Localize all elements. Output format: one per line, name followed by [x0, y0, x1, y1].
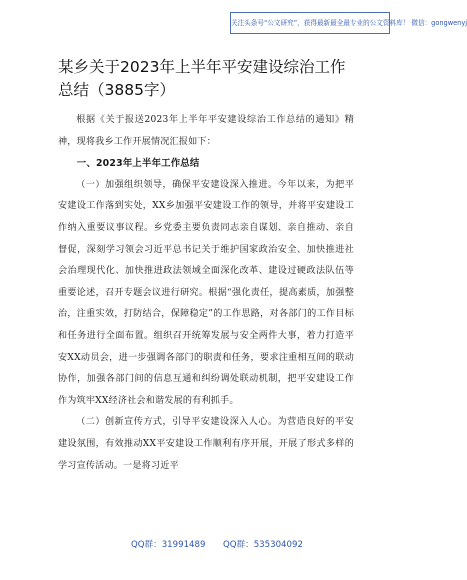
body-paragraph: （一）加强组织领导，确保平安建设深入推进。今年以来，为把平安建设工作落到实处，XX乡加强平安建设工作的领导，并将平安建设工作纳入重要议事议程。乡党委主要负责同志亲自谋划、亲自推动、亲自督促，深刻学习领会习近平总书记关于维护国家政治安全、加快推进社会治理现代化、加快推进政法领域全面深化改革、建设过硬政法队伍等重要论述，召开专题会议进行研究。根据“强化责任，提高素质，加强整治，注重实效，打防结合，保障稳定”的工作思路，对各部门的工作目标和任务进行全面布置。组织召开统筹发展与安全两件大事，着力打造平安XX动员会，进一步强调各部门的职责和任务，要求注重相互间的联动协作，加强各部门间的信息互通和纠纷调处联动机制，把平安建设工作作为筑牢XX经济社会和谐发展的有利抓手。: [58, 179, 354, 406]
section-heading: 一、2023年上半年工作总结: [76, 158, 200, 170]
header-banner: 关注头条号“公文研究”，获得最新最全最专业的公文资料库！ 微信：gongwenyj: [230, 12, 390, 34]
intro-paragraph: 根据《关于报送2023年上半年平安建设综治工作总结的通知》精神，现将我乡工作开展情况汇报如下：: [58, 115, 354, 147]
qq-group-label: QQ群：535304092: [223, 540, 303, 550]
document-body: [58, 110, 354, 477]
document-title: 某乡关于2023年上半年平安建设综治工作总结（3885字）: [58, 58, 346, 99]
qq-group-label: QQ群：31991489: [131, 540, 206, 550]
body-paragraph: （二）创新宣传方式，引导平安建设深入人心。为营造良好的平安建设氛围，有效推动XX平安建设工作顺利有序开展，开展了形式多样的学习宣传活动。一是将习近平: [58, 417, 354, 471]
